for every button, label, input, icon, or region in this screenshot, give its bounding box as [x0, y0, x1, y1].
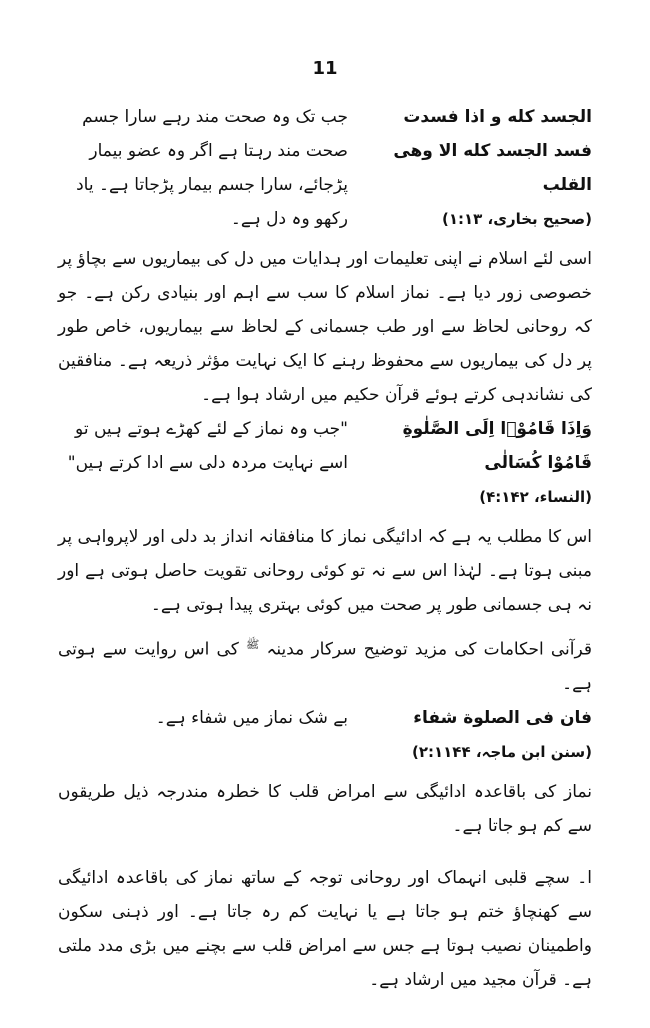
- verse-arabic: وَاِذَا قَامُوْۤا اِلَى الصَّلٰوةِ قَامُوْا كُسَالٰى: [402, 419, 592, 473]
- spacer: [58, 843, 592, 855]
- hadith-heart-arabic: الجسد كله و اذا فسدت فسد الجسد كله الا وهی القلب: [393, 107, 592, 195]
- paragraph-2: اس کا مطلب یہ ہے کہ ادائیگی نماز کا منافقانہ انداز بد دلی اور لاپرواہی پر مبنی ہوتا ہے۔ لہٰذا اس سے نہ تو کوئی روحانی تقویت حاصل ہوتی ہے اور نہ ہی جسمانی طور پر صحت میں کوئی بہتری پیدا ہوتی ہے۔: [58, 527, 592, 615]
- hadith-heart-source: [364, 100, 592, 236]
- paragraph-3-end: کی اس روایت سے ہوتی ہے۔: [58, 639, 592, 694]
- page-number: 11: [312, 58, 338, 79]
- hadith-shifa-arabic: فان فی الصلوة شفاء: [413, 707, 592, 728]
- pbuh-salutation: ﷺ: [245, 638, 260, 651]
- paragraph-5: ا۔ سچے قلبی انہماک اور روحانی توجہ کے ساتھ نماز کی باقاعدہ ادائیگی سے کھنچاؤ ختم ہو جاتا ہے یا نہایت کم رہ جاتا ہے۔ اور ذہنی سکون واطمینان نصیب ہوتا ہے جس سے امراض قلب سے بچنے میں بڑی مدد ملتی ہے۔ قرآن مجید میں ارشاد ہے۔: [58, 867, 592, 990]
- verse-source: [364, 412, 592, 514]
- verse-block: [58, 412, 592, 514]
- hadith-shifa-translation: بے شک نماز میں شفاء ہے۔: [155, 707, 348, 728]
- paragraph-1: اسی لئے اسلام نے اپنی تعلیمات اور ہدایات میں دل کی بیماریوں سے بچاؤ پر خصوصی زور دیا ہے۔ نماز اسلام کا سب سے اہم اور بنیادی رکن ہے۔ جو کہ روحانی لحاظ سے اور طب جسمانی کے لحاظ سے بیماریوں، خاص طور پر دل کی بیماریوں سے محفوظ رہنے کا ایک نہایت مؤثر ذریعہ ہے۔ منافقین کی نشاندہی کرتے ہوئے قرآن حکیم میں ارشاد ہوا ہے۔: [58, 249, 592, 405]
- hadith-heart-translation: جب تک وہ صحت مند رہے سارا جسم صحت مند رہتا ہے اگر وہ عضو بیمار پڑجائے، سارا جسم بیمار پڑجاتا ہے۔ یاد رکھو وہ دل ہے۔: [76, 107, 348, 229]
- page-content: [58, 100, 592, 997]
- hadith-shifa-reference: (سنن ابن ماجہ، ۲:۱۱۴۴): [411, 742, 592, 761]
- verse-translation: "جب وہ نماز کے لئے کھڑے ہوتے ہیں تو اسے نہایت مردہ دلی سے ادا کرتے ہیں": [67, 419, 348, 473]
- paragraph-4: نماز کی باقاعدہ ادائیگی سے امراض قلب کا خطرہ مندرجہ ذیل طریقوں سے کم ہو جاتا ہے۔: [58, 781, 592, 836]
- paragraph-3-start: قرآنی احکامات کی مزید توضیح سرکار مدینہ: [266, 639, 593, 660]
- hadith-heart-block: [58, 100, 592, 236]
- hadith-shifa-block: [58, 701, 592, 769]
- hadith-heart-reference: (صحیح بخاری، ۱:۱۳): [441, 210, 592, 228]
- verse-reference: (النساء، ۴:۱۴۲): [479, 488, 592, 506]
- hadith-shifa-source: [364, 701, 592, 769]
- paragraph-3: [58, 628, 592, 701]
